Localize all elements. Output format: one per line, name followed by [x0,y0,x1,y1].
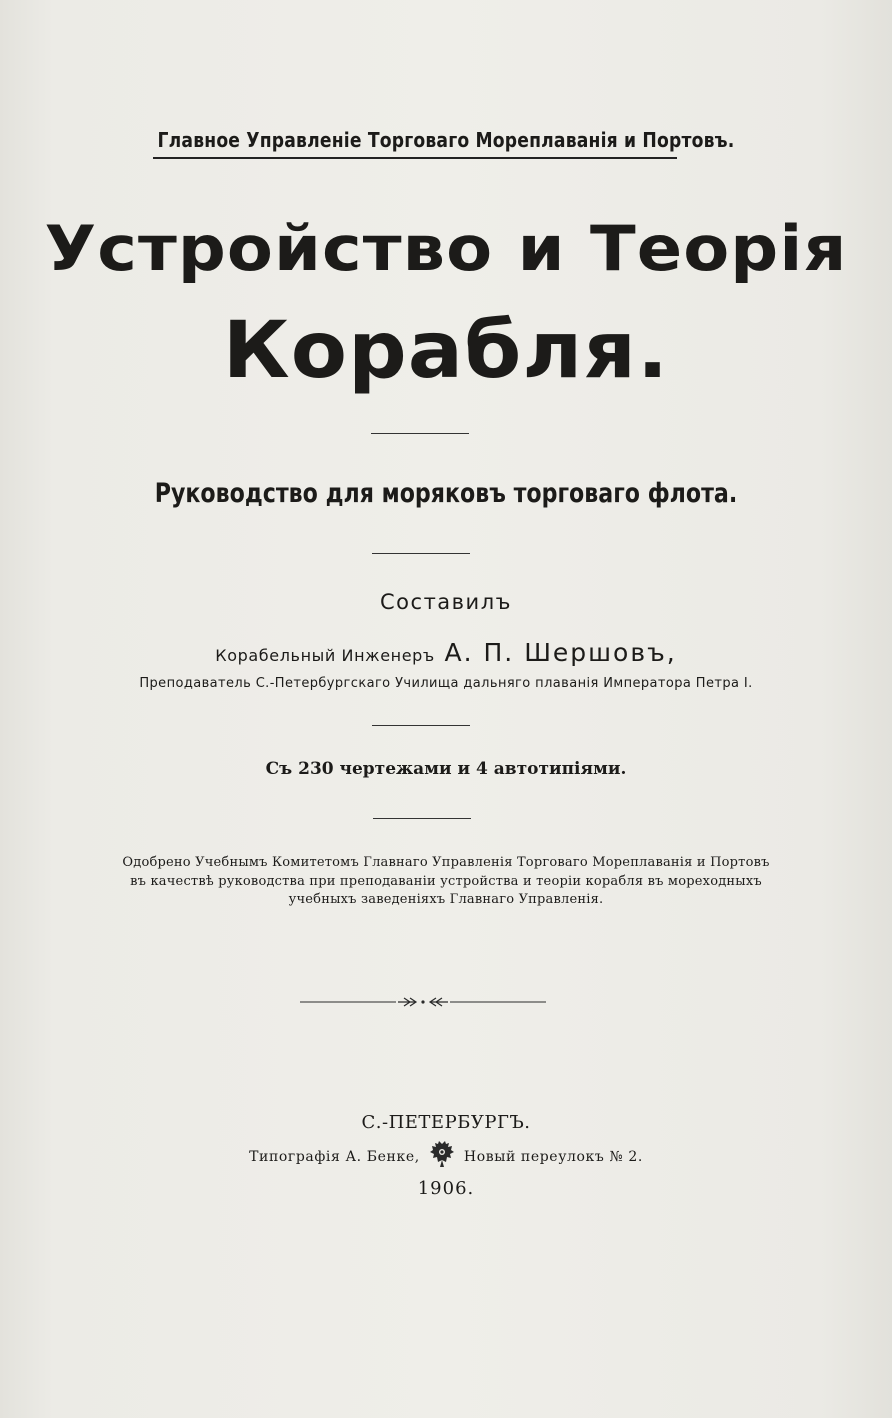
divider-4 [373,818,471,819]
divider-3 [372,725,470,726]
approval-line-3: учебныхъ заведеніяхъ Главнаго Управленія. [288,892,604,907]
illustrations-note: Съ 230 чертежами и 4 автотипіями. [265,759,627,779]
imprint-city: С.-ПЕТЕРБУРГЪ. [361,1112,531,1133]
imprint-printer [0,1146,892,1168]
divider-1 [371,433,469,434]
approval-line-1: Одобрено Учебнымъ Комитетомъ Главнаго Управленія Торговаго Мореплаванія и Портовъ [122,855,770,870]
printer-name: Типографія А. Бенке, [249,1149,420,1165]
double-headed-eagle-icon [429,1140,455,1168]
teacher-line: Преподаватель С.-Петербургскаго Училища дальняго плаванія Императора Петра I. [139,676,753,691]
title-line-1: Устройство и Теорія [44,212,848,285]
divider-ornament [300,994,546,1010]
author-name: А. П. Шершовъ, [444,638,677,667]
subtitle: Руководство для моряковъ торговаго флота. [154,478,738,509]
organization-header: Главное Управленіе Торговаго Мореплаванія и Портовъ. [157,128,735,152]
printer-address: Новый переулокъ № 2. [463,1149,643,1165]
divider-2 [372,553,470,554]
approval-line-2: въ качествѣ руководства при преподаваніи устройства и теоріи корабля въ мореходныхъ [130,874,762,889]
engineer-label: Корабельный Инженеръ [215,646,435,665]
title-line-2: Корабля. [222,306,670,396]
author-line [0,638,892,667]
imprint-year: 1906. [417,1178,475,1199]
header-underline [153,157,677,159]
composed-label: Составилъ [380,590,512,614]
